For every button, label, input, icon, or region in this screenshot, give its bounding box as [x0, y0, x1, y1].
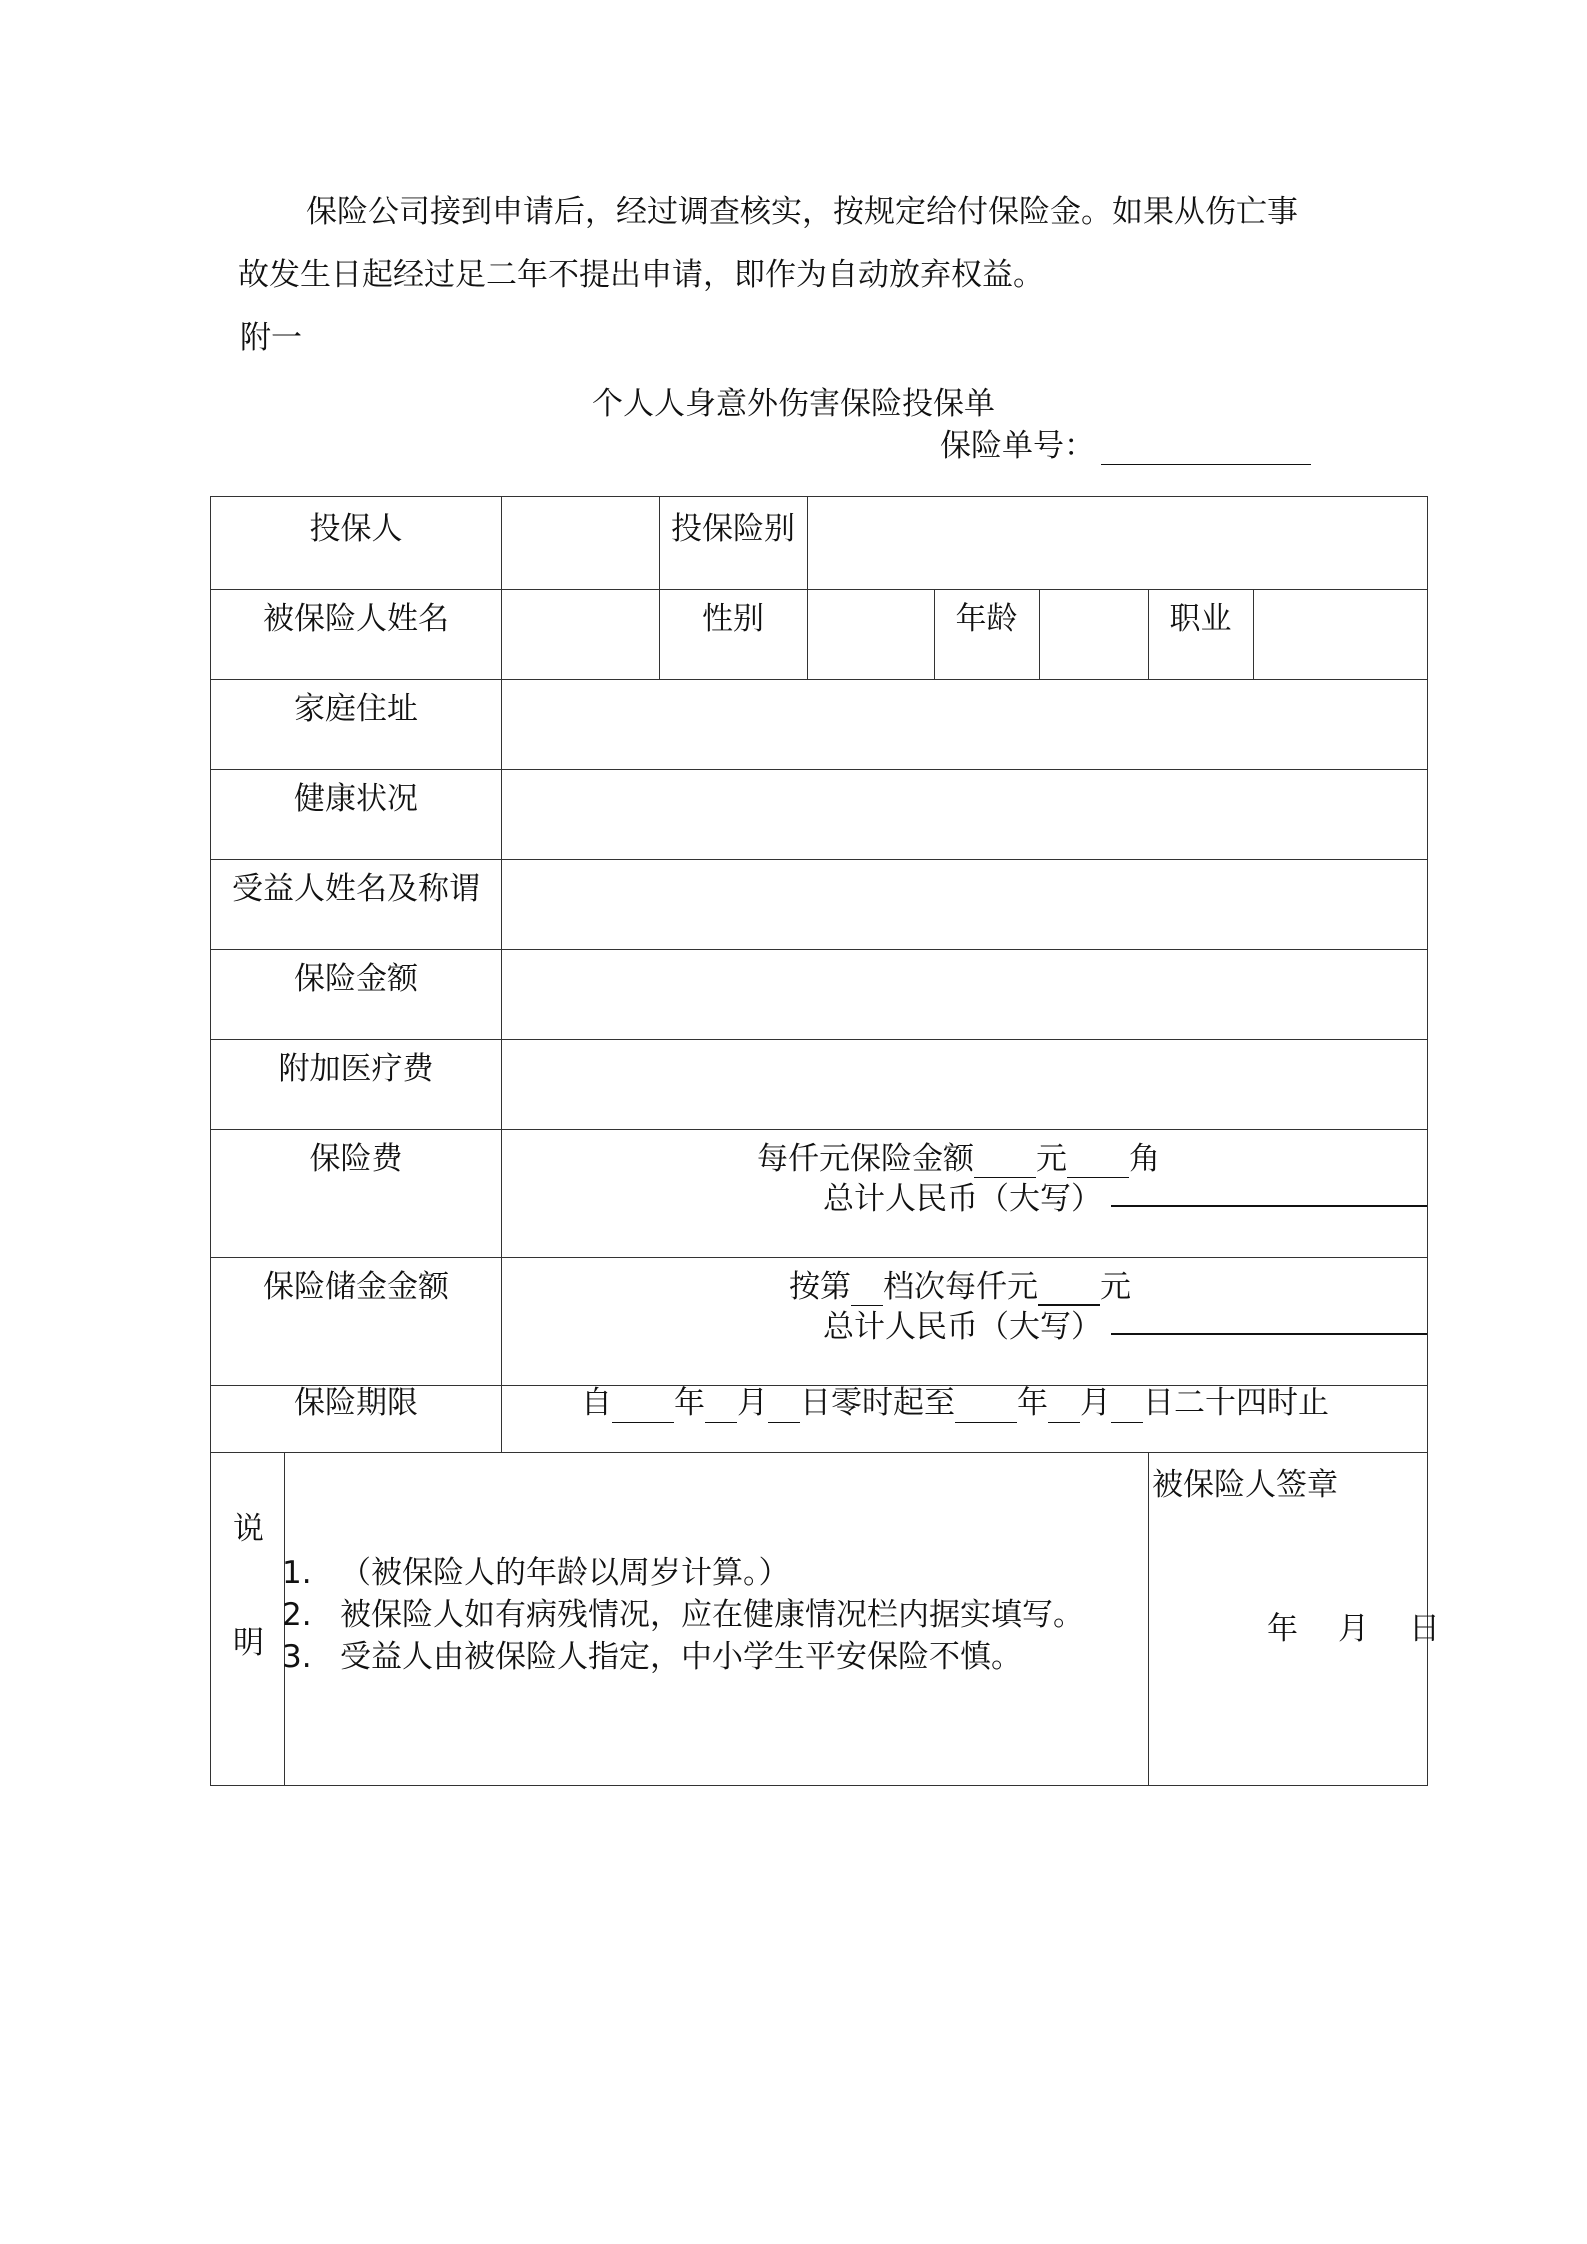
label-period-text: 保险期限: [294, 1385, 418, 1421]
savings-rate-line: [789, 1261, 1131, 1306]
label-home-address: 家庭住址: [294, 691, 418, 727]
row-divider: [211, 859, 1427, 860]
label-period: [211, 1383, 501, 1423]
notes-list: [282, 1552, 1084, 1678]
policy-number: [940, 420, 1311, 465]
period-start-year-blank[interactable]: [612, 1392, 674, 1423]
premium-rate-line: [757, 1133, 1160, 1178]
period-year-1: 年: [674, 1385, 705, 1421]
policy-number-label: 保险单号：: [940, 428, 1095, 464]
period-end-month-blank[interactable]: [1048, 1392, 1080, 1423]
form-title: 个人人身意外伤害保险投保单: [592, 386, 995, 422]
label-savings-amount: 保险储金金额: [263, 1269, 449, 1305]
list-item: [282, 1636, 1084, 1678]
row-divider: [211, 1039, 1427, 1040]
note-number: 2.: [282, 1597, 312, 1633]
note-text: 受益人由被保险人指定，中小学生平安保险不慎。: [340, 1639, 1022, 1675]
col-divider: [807, 497, 808, 679]
period-month-1: 月: [737, 1385, 768, 1421]
period-end-day-blank[interactable]: [1111, 1392, 1143, 1423]
col-divider: [1148, 1452, 1149, 1785]
row-divider: [211, 1452, 1427, 1453]
label-gender: 性别: [702, 601, 764, 637]
signature-date-year: 年: [1267, 1611, 1298, 1647]
col-divider: [1253, 589, 1254, 679]
appendix-label: 附一: [240, 320, 302, 356]
period-year-2: 年: [1017, 1385, 1048, 1421]
col-divider: [501, 497, 502, 1452]
intro-paragraph-line1: [238, 181, 1358, 244]
note-text: 被保险人如有病残情况，应在健康情况栏内据实填写。: [340, 1597, 1084, 1633]
savings-total-label: 总计人民币（大写）: [823, 1309, 1102, 1345]
label-applicant: 投保人: [309, 511, 403, 547]
row-divider: [211, 949, 1427, 950]
period-month-2: 月: [1080, 1385, 1111, 1421]
label-beneficiary: 受益人姓名及称谓: [232, 871, 480, 907]
premium-jiao-label: 角: [1129, 1141, 1160, 1177]
label-sum-insured: 保险金额: [294, 961, 418, 997]
list-item: [282, 1594, 1084, 1636]
notes-char-1: 说: [233, 1511, 264, 1547]
period-end-year-blank[interactable]: [955, 1392, 1017, 1423]
signature-date: [1267, 1603, 1440, 1648]
signature-date-day: 日: [1409, 1611, 1440, 1647]
row-divider: [211, 589, 1427, 590]
period-day-end: 日二十四时止: [1143, 1385, 1329, 1421]
premium-total-label: 总计人民币（大写）: [823, 1181, 1102, 1217]
row-divider: [211, 1129, 1427, 1130]
col-divider: [1039, 589, 1040, 679]
label-insured-name: 被保险人姓名: [263, 601, 449, 637]
row-divider: [211, 769, 1427, 770]
period-line: [581, 1383, 1329, 1423]
note-text: （被保险人的年龄以周岁计算。）: [340, 1555, 790, 1591]
label-age: 年龄: [955, 601, 1018, 637]
period-from: 自: [581, 1385, 612, 1421]
premium-yuan-label: 元: [1036, 1141, 1067, 1177]
period-start-month-blank[interactable]: [705, 1392, 737, 1423]
row-divider: [211, 1257, 1427, 1258]
savings-rate-text: 档次每仟元: [883, 1269, 1038, 1305]
period-start-day-blank[interactable]: [768, 1392, 800, 1423]
policy-number-blank[interactable]: [1101, 434, 1311, 465]
row-divider: [211, 679, 1427, 680]
note-number: 3.: [282, 1639, 312, 1675]
signature-date-month: 月: [1338, 1611, 1369, 1647]
intro-text-1: 保险公司接到申请后，经过调查核实，按规定给付保险金。如果从伤亡事: [306, 194, 1298, 230]
savings-total-blank[interactable]: [1111, 1333, 1427, 1335]
savings-yuan-label: 元: [1100, 1269, 1131, 1305]
label-medical-addon: 附加医疗费: [278, 1051, 434, 1087]
premium-total-blank[interactable]: [1111, 1205, 1427, 1207]
intro-paragraph-line2: [238, 244, 1358, 307]
notes-char-2: 明: [233, 1625, 264, 1661]
period-day-start: 日零时起至: [800, 1385, 955, 1421]
list-item: [282, 1552, 1084, 1594]
intro-text-2: 故发生日起经过足二年不提出申请，即作为自动放弃权益。: [238, 257, 1044, 293]
label-premium: 保险费: [309, 1141, 403, 1177]
premium-rate-text: 每仟元保险金额: [757, 1141, 974, 1177]
label-insurance-type: 投保险别: [671, 511, 795, 547]
savings-grade-prefix: 按第: [789, 1269, 851, 1305]
label-signature: 被保险人签章: [1152, 1467, 1338, 1503]
note-number: 1.: [282, 1555, 312, 1591]
label-occupation: 职业: [1169, 601, 1232, 637]
label-health: 健康状况: [294, 781, 418, 817]
